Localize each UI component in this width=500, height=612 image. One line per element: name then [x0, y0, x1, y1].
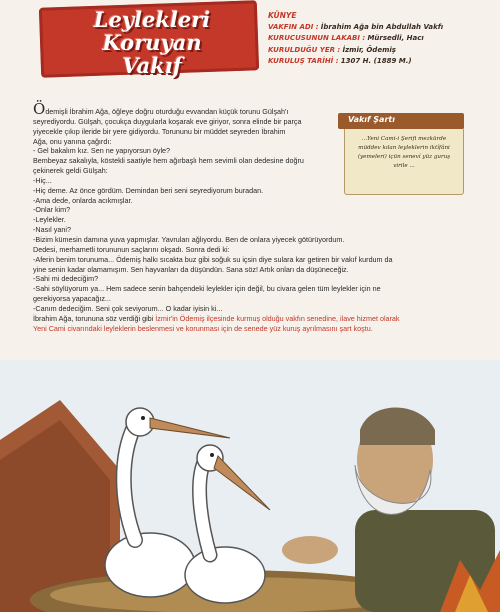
story-line: Ağa, onu yanına çağırdı:: [33, 136, 112, 146]
drop-cap: Ö: [33, 100, 46, 118]
kunye-value: İbrahim Ağa bin Abdullah Vakfı: [320, 22, 444, 31]
kunye-label: KURULUŞ TARİHİ :: [268, 57, 339, 66]
story-line: Bembeyaz sakalıyla, köstekli saatiyle hem ağırbaşlı hem sevimli olan dedesine doğru: [33, 156, 304, 166]
vakif-sarti-quote: ...Yeni Cami-i Şerifi mezkürde müddev kılan leyleklerin iktîfâni (yemeleri) içün seneví yüz guruş virile ...: [357, 136, 451, 169]
kunye-row-vakif-adi: [268, 22, 493, 34]
story-line: -Hiç deme. Az önce gördüm. Demindan beri seni seyrediyorum buradan.: [33, 185, 264, 195]
story-line: -Aferin benim torunuma... Ödemiş halkı sıcakta buz gibi soğuk su içsin diye sulara kar getiren bir vakıf kurdum da: [33, 254, 393, 264]
stork-eye-right: [210, 453, 214, 457]
kunye-label: KURULDUĞU YER :: [268, 45, 341, 54]
title-line-1: Leylekleri Koruyan: [93, 7, 211, 55]
story-line: gerekiyorsa yapacağız...: [33, 294, 111, 304]
stork-body-right: [185, 547, 265, 603]
story-text: [33, 100, 463, 333]
story-line: -Nasıl yani?: [33, 225, 71, 235]
kunye-row-yer: [268, 45, 493, 57]
vakif-sarti-label: Vakıf Şartı: [348, 115, 395, 124]
kunye-heading: KÜNYE: [268, 11, 297, 20]
story-line: -Sahi söylüyorum ya... Hem sadece senin bahçendeki leylekler için değil, bu civara gelen tüm leylekler için ne: [33, 284, 381, 294]
kunye-info-block: [268, 10, 493, 68]
story-line-final: İbrahim Ağa, torununa söz verdiği gibi İzmir'in Ödemiş ilçesinde kurmuş olduğu vakfın senedine, ilave hizmet olarak: [33, 313, 400, 323]
page-title: [52, 8, 252, 77]
story-line: Ödemişli İbrahim Ağa, öğleye doğru oturduğu evvandan küçük torunu Gülşah'ı: [33, 100, 289, 118]
title-line-2: Vakıf: [122, 53, 182, 78]
story-line: çekinerek geldi Gülşah:: [33, 166, 108, 176]
kunye-row-lakap: [268, 33, 493, 45]
kunye-value: İzmir, Ödemiş: [342, 45, 396, 54]
story-line: -Sahi mi dedeciğim?: [33, 274, 99, 284]
kunye-row-tarih: [268, 56, 493, 68]
stork-body-left: [105, 533, 195, 597]
story-line: yine senin kadar olamamışım. Sen hayvanları da düşündün. Sana söz! Artık onları da düşüneceğiz.: [33, 264, 349, 274]
story-line: seyrediyordu. Gülşah, çocukça duygularla koşarak eve giriyor, sonra elinde bir parça: [33, 116, 302, 126]
storks-illustration: [0, 360, 500, 612]
highlight-text: İzmir'in Ödemiş ilçesinde kurmuş olduğu vakfın senedine, ilave hizmet olarak: [155, 313, 400, 323]
story-line: -Ama dede, onlarda acıkmışlar.: [33, 195, 133, 205]
story-line: Dedesi, merhametli torununun saçlarını okşadı. Sonra dedi ki:: [33, 244, 230, 254]
story-line-highlight: Yeni Cami civarındaki leyleklerin beslenmesi ve korunması için de senede yüz kuruş ayrılmasını şart koştu.: [33, 323, 373, 333]
story-line: -Canım dedeciğim. Seni çok seviyorum... O kadar iyisin ki...: [33, 303, 223, 313]
kunye-value: Mürsedli, Hacı: [367, 34, 424, 43]
story-line: -Bizim kümesin damına yuva yapmışlar. Yavruları ağlıyordu. Ben de onlara yiyecek götürüyordum.: [33, 234, 345, 244]
story-line: - Gel bakalım kız. Sen ne yapıyorsun öyle?: [33, 146, 171, 156]
story-line: -Leylekler.: [33, 215, 66, 225]
stork-eye-left: [141, 416, 145, 420]
story-line: yiyecekle çıkıp ileride bir yere gidiyordu. Torununu bir müddet seyreden İbrahim: [33, 126, 286, 136]
man-hand: [282, 536, 338, 564]
kunye-label: KURUCUSUNUN LAKABI :: [268, 34, 366, 43]
kunye-value: 1307 H. (1889 M.): [340, 57, 412, 66]
story-line: -Onlar kim?: [33, 205, 71, 215]
kunye-label: VAKFIN ADI :: [268, 22, 319, 31]
story-line: -Hiç...: [33, 175, 52, 185]
